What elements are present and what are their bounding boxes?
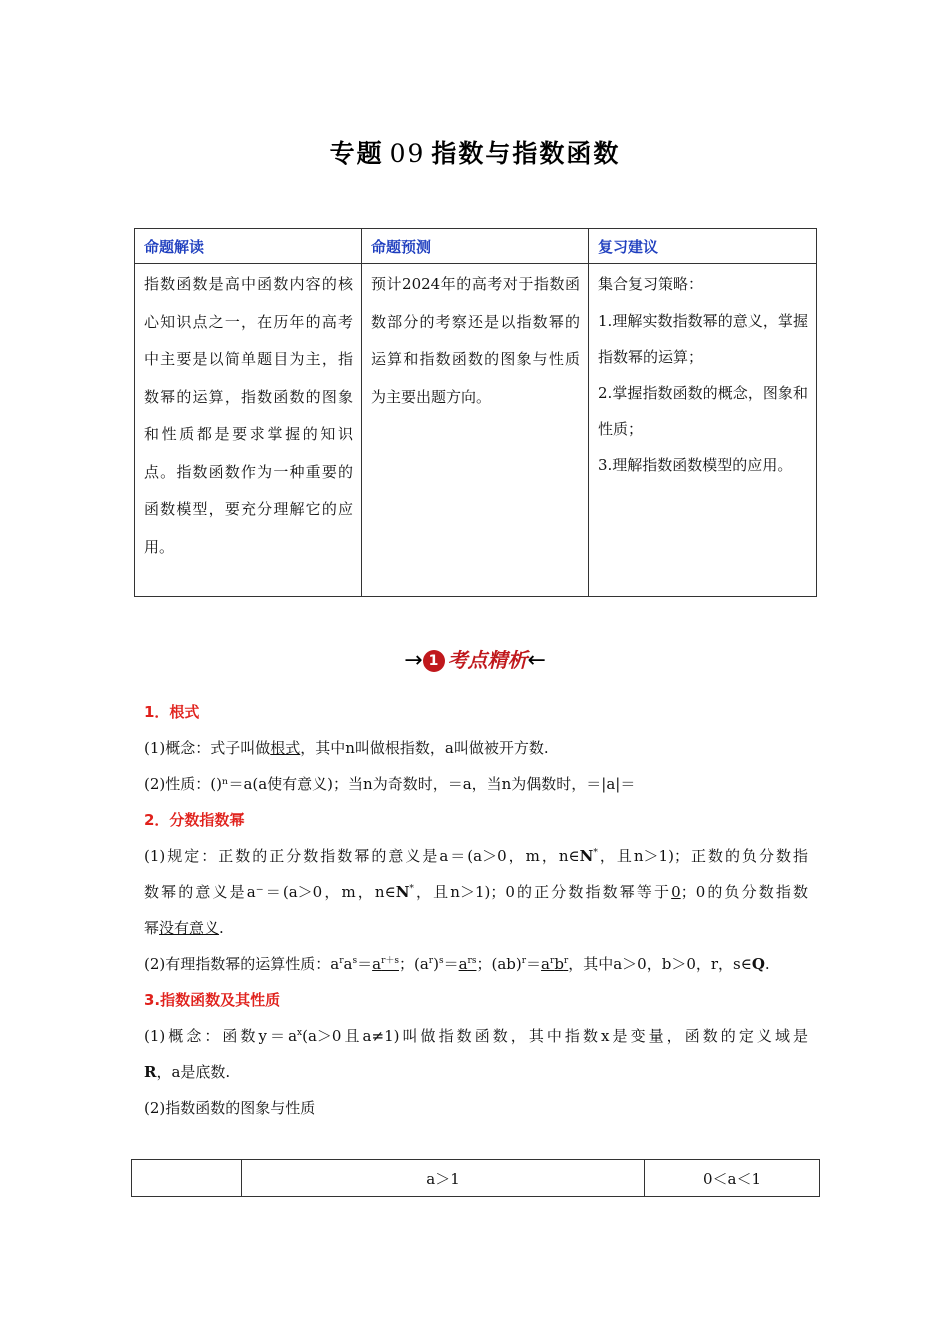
- text-run: ＝: [357, 955, 373, 973]
- superscript: *: [409, 884, 414, 894]
- text-run: ＝: [443, 955, 459, 973]
- underlined-term: 根式: [270, 739, 301, 757]
- text-run: (2)有理指数幂的运算性质：a: [144, 955, 340, 973]
- superscript: r: [339, 956, 344, 966]
- header-interpretation: 命题解读: [135, 229, 362, 264]
- set-symbol: R: [144, 1063, 157, 1081]
- superscript: rs: [467, 956, 477, 966]
- text-run: (1)规定：正数的正分数指数幂的意义是a＝(a＞0，m，n∈: [144, 847, 580, 865]
- property-header-a-between-0-1: 0＜a＜1: [645, 1160, 820, 1197]
- superscript: r: [428, 956, 434, 966]
- text-run: .: [219, 919, 224, 937]
- underlined-term: [372, 955, 399, 973]
- set-symbol: N: [395, 883, 410, 901]
- text-run: ＝: [526, 955, 542, 973]
- heading-fractional-power: 2．分数指数幂: [144, 811, 245, 829]
- superscript: s: [352, 956, 358, 966]
- text-run: a: [372, 955, 382, 973]
- header-prediction: 命题预测: [362, 229, 589, 264]
- property-header-empty: [132, 1160, 242, 1197]
- title-prefix: 专题: [329, 139, 384, 168]
- suggestion-item: 3.理解指数函数模型的应用。: [598, 456, 793, 474]
- text-run: ，其中a＞0，b＞0，r，s∈: [568, 955, 752, 973]
- text-run: ，且n＞1)；正数的负分数指: [597, 847, 808, 865]
- text-run: ；0的负分数指数: [680, 883, 808, 901]
- text-run: ；(a: [398, 955, 429, 973]
- function-domain-line: [144, 1054, 808, 1090]
- text-run: ，其中n叫做根指数，a叫做被开方数.: [300, 739, 549, 757]
- underlined-term: [541, 955, 568, 973]
- fraction-rule-line-1: [144, 838, 808, 874]
- text-run: 数幂的意义是a⁻＝(a＞0，m，n∈: [144, 883, 396, 901]
- suggestion-cell: [589, 264, 817, 597]
- graph-property-line: (2)指数函数的图象与性质: [144, 1099, 316, 1117]
- superscript: r＋s: [381, 956, 399, 966]
- radical-concept-line: [144, 730, 808, 766]
- power-operation-line: [144, 946, 808, 982]
- topic-table-body-row: [135, 264, 817, 597]
- fraction-rule-line-2: [144, 874, 808, 910]
- property-header-a-greater-1: a＞1: [242, 1160, 645, 1197]
- suggestion-intro: 集合复习策略：: [598, 275, 704, 293]
- interpretation-cell: 指数函数是高中函数内容的核心知识点之一，在历年的高考中主要是以简单题目为主，指数幂的运算，指数函数的图象和性质都是要求掌握的知识点。指数函数作为一种重要的函数模型，要充分理解它的应用。: [135, 264, 362, 597]
- heading-radical: 1．根式: [144, 703, 200, 721]
- superscript: r: [563, 956, 569, 966]
- topic-table-header-row: [135, 229, 817, 264]
- fraction-rule-line-3: [144, 910, 808, 946]
- title-number: 09: [389, 139, 426, 168]
- function-concept-line: [144, 1018, 808, 1054]
- superscript: *: [593, 848, 598, 858]
- header-suggestion: 复习建议: [589, 229, 817, 264]
- text-run: ，且n＞1)；0的正分数指数幂等于: [413, 883, 672, 901]
- text-run: a: [458, 955, 468, 973]
- content-body: [144, 694, 808, 1126]
- page-title: [0, 134, 950, 170]
- section-heading: [0, 644, 950, 673]
- property-table: [131, 1159, 820, 1197]
- superscript: r: [521, 956, 527, 966]
- number-badge-icon: 1: [423, 650, 445, 672]
- set-symbol: Q: [751, 955, 765, 973]
- text-run: (1)概念：函数y＝a: [144, 1027, 298, 1045]
- radical-property-line: (2)性质：()ⁿ＝a(a使有意义)；当n为奇数时，＝a，当n为偶数时，＝|a|＝: [144, 775, 636, 793]
- underlined-term: [459, 955, 477, 973]
- property-table-header-row: [132, 1160, 820, 1197]
- text-run: b: [554, 955, 564, 973]
- underlined-term: 没有意义: [159, 919, 220, 937]
- title-text: 指数与指数函数: [431, 139, 621, 168]
- superscript: r: [550, 956, 555, 966]
- text-run: .: [764, 955, 770, 973]
- left-arrow-icon: ←: [527, 648, 546, 673]
- text-run: (1)概念：式子叫做: [144, 739, 271, 757]
- superscript: x: [297, 1028, 303, 1038]
- text-run: (a＞0且a≠1)叫做指数函数，其中指数x是变量，函数的定义域是: [302, 1027, 808, 1045]
- section-title: 考点精析: [447, 648, 528, 672]
- text-run: a: [343, 955, 353, 973]
- topic-table: [134, 228, 817, 597]
- text-run: ；(ab): [476, 955, 522, 973]
- text-run: a: [541, 955, 550, 973]
- suggestion-item: 1.理解实数指数幂的意义，掌握指数幂的运算；: [598, 312, 808, 366]
- set-symbol: N: [579, 847, 594, 865]
- heading-exponential-function: 3.指数函数及其性质: [144, 991, 281, 1009]
- prediction-cell: 预计2024年的高考对于指数函数部分的考察还是以指数幂的运算和指数函数的图象与性质为主要出题方向。: [362, 264, 589, 597]
- underlined-term: 0: [671, 883, 681, 901]
- superscript: s: [438, 956, 444, 966]
- text-run: ): [433, 955, 439, 973]
- suggestion-item: 2.掌握指数函数的概念，图象和性质；: [598, 384, 808, 438]
- text-run: 幂: [144, 919, 160, 937]
- right-arrow-icon: →: [404, 648, 423, 673]
- text-run: ，a是底数.: [156, 1063, 231, 1081]
